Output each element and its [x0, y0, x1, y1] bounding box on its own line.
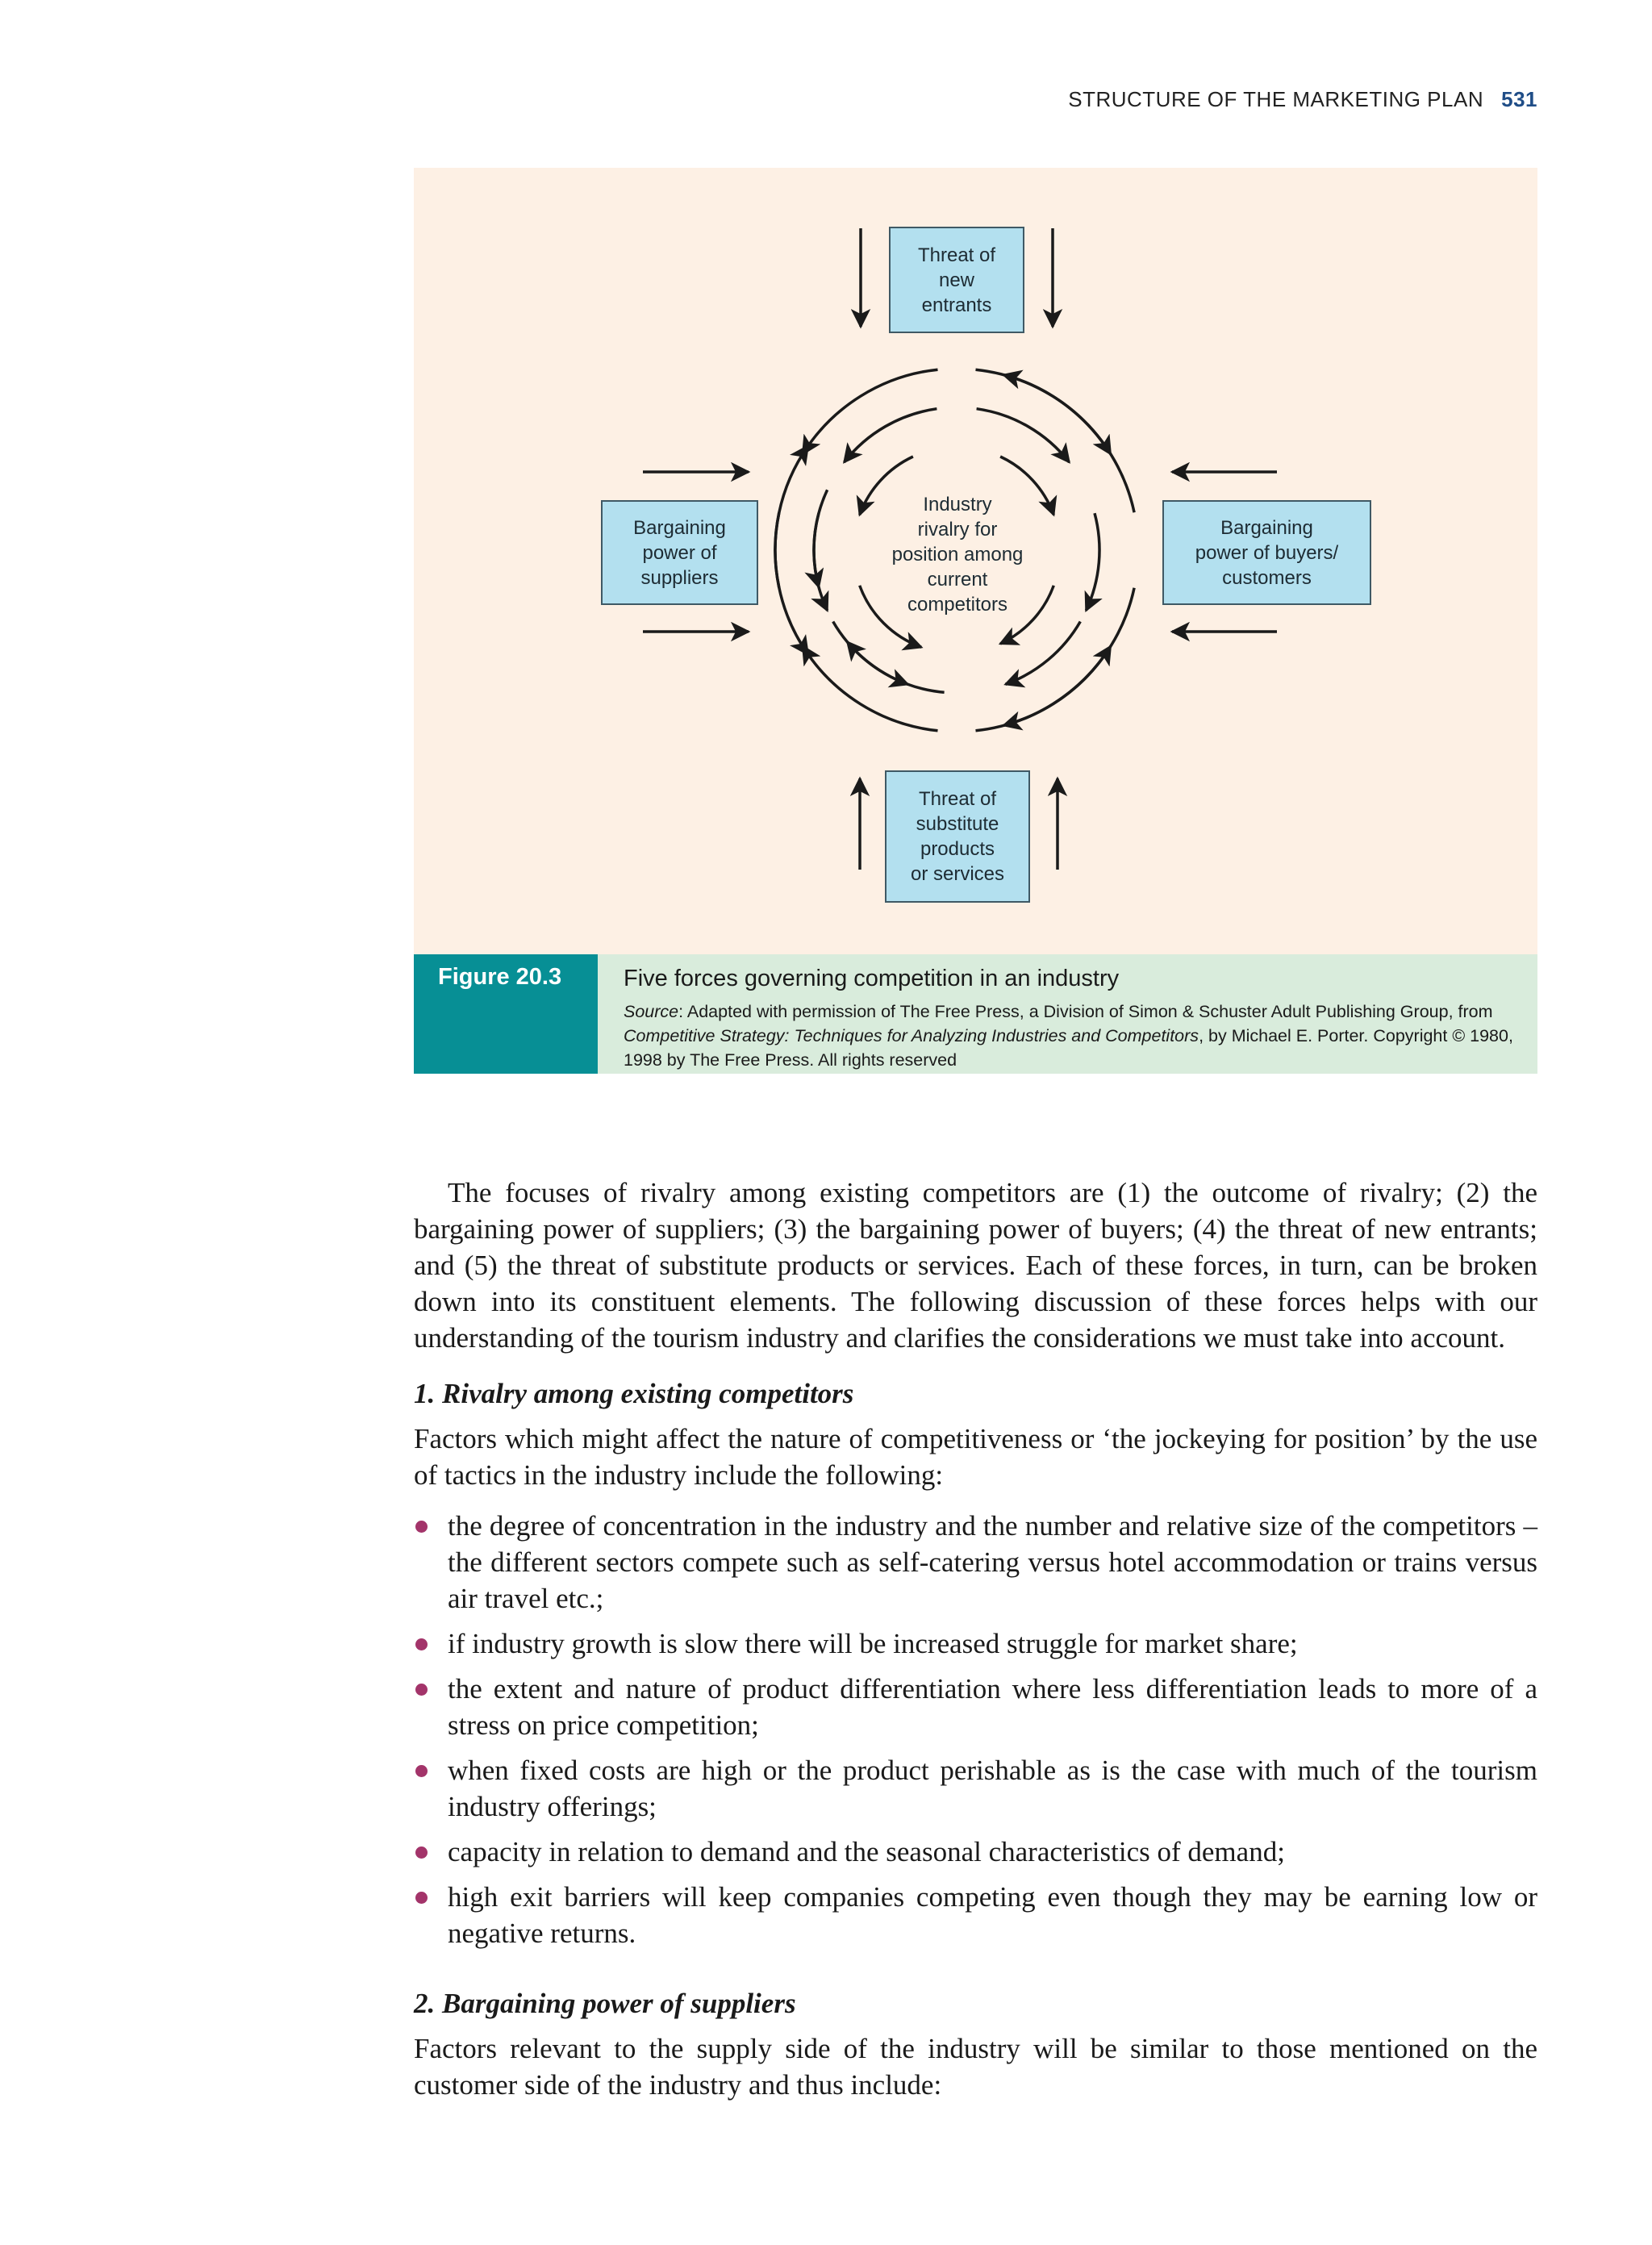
list-item [414, 1625, 1537, 1662]
body-paragraph-3-block [414, 2030, 1537, 2103]
bullet-icon [415, 1521, 428, 1533]
supplier-power-box: Bargaining power of suppliers [601, 500, 758, 605]
source-tail: , by Michael E. Porter. Copyright © 1980, 1998 by The Free Press. All rights reserved [624, 1026, 1513, 1070]
rivalry-arc-middle-8 [814, 490, 828, 587]
bullet-icon [415, 1684, 428, 1696]
buyer-power-box: Bargaining power of buyers/ customers [1162, 500, 1371, 605]
body-paragraph-1-block [414, 1175, 1537, 1356]
figure-number: Figure 20.3 [414, 954, 598, 1074]
list-item [414, 1671, 1537, 1743]
bullet-icon [415, 1846, 428, 1859]
industry-rivalry-label: Industry rivalry for position among current competitors [891, 494, 1024, 615]
rivalry-factors-list [414, 1508, 1537, 1951]
body-paragraph: Factors relevant to the supply side of the industry will be similar to those mentioned on the customer side of the industry and thus include: [414, 2033, 1537, 2101]
running-title: STRUCTURE OF THE MARKETING PLAN [1068, 87, 1484, 111]
threat-new-entrants-box: Threat of new entrants [889, 227, 1024, 333]
running-head [1068, 87, 1537, 112]
section-heading-suppliers: 2. Bargaining power of suppliers [414, 1988, 796, 2019]
list-item [414, 1834, 1537, 1870]
list-item-text: capacity in relation to demand and the seasonal characteristics of demand; [448, 1836, 1285, 1867]
figure-source [624, 999, 1519, 1072]
list-item [414, 1879, 1537, 1951]
figure-title: Five forces governing competition in an industry [624, 966, 1120, 991]
list-item-text: high exit barriers will keep companies competing even though they may be earning low or negative returns. [448, 1881, 1537, 1949]
source-label: Source [624, 1002, 679, 1021]
rivalry-arc-middle-4 [1086, 513, 1099, 611]
list-item-text: when fixed costs are high or the product perishable as is the case with much of the tourism industry offerings; [448, 1755, 1537, 1822]
bullet-icon [415, 1892, 428, 1904]
rivalry-arc-middle-5 [833, 622, 908, 685]
rivalry-arc-outer-8 [976, 646, 1111, 731]
bullet-icon [415, 1638, 428, 1650]
rivalry-arc-outer-5 [775, 512, 808, 654]
body-paragraph-2-block [414, 1421, 1537, 1493]
rivalry-arc-middle-7 [847, 642, 944, 693]
section-heading-rivalry: 1. Rivalry among existing competitors [414, 1378, 854, 1409]
rivalry-arc-middle-2 [977, 409, 1070, 462]
rivalry-arc-middle-1 [845, 409, 937, 462]
body-paragraph: Factors which might affect the nature of competitiveness or ‘the jockeying for position’ by the use of tactics in the industry include the following: [414, 1423, 1537, 1491]
source-lead: : Adapted with permission of The Free Press, a Division of Simon & Schuster Adult Publishing Group, from [678, 1002, 1493, 1021]
threat-substitutes-box: Threat of substitute products or services [885, 770, 1030, 903]
figure-caption [414, 954, 1537, 1074]
list-item [414, 1508, 1537, 1617]
list-item-text: if industry growth is slow there will be increased struggle for market share; [448, 1628, 1298, 1659]
page-number: 531 [1501, 87, 1537, 111]
five-forces-figure [414, 168, 1537, 954]
list-item-text: the extent and nature of product differentiation where less differentiation leads to more of a stress on price competition; [448, 1673, 1537, 1741]
bullet-icon [415, 1765, 428, 1777]
rivalry-arc-outer-6 [775, 446, 808, 588]
source-book: Competitive Strategy: Techniques for Analyzing Industries and Competitors [624, 1026, 1199, 1045]
list-item-text: the degree of concentration in the industry and the number and relative size of the competitors – the different sectors compete such as self-catering versus hotel accommodation or trains versus air travel etc.; [448, 1510, 1537, 1614]
list-item [414, 1752, 1537, 1825]
rivalry-arc-middle-6 [1006, 622, 1081, 685]
body-paragraph: The focuses of rivalry among existing competitors are (1) the outcome of rivalry; (2) the bargaining power of suppliers; (3) the bargaining power of buyers; (4) the threat of new entrants; and (5) the threat of substitute products or services. Each of these forces, in turn, can be broken down into its constituent elements. The following discussion of these forces helps with our understanding of the tourism industry and clarifies the considerations we must take into account. [414, 1177, 1537, 1354]
